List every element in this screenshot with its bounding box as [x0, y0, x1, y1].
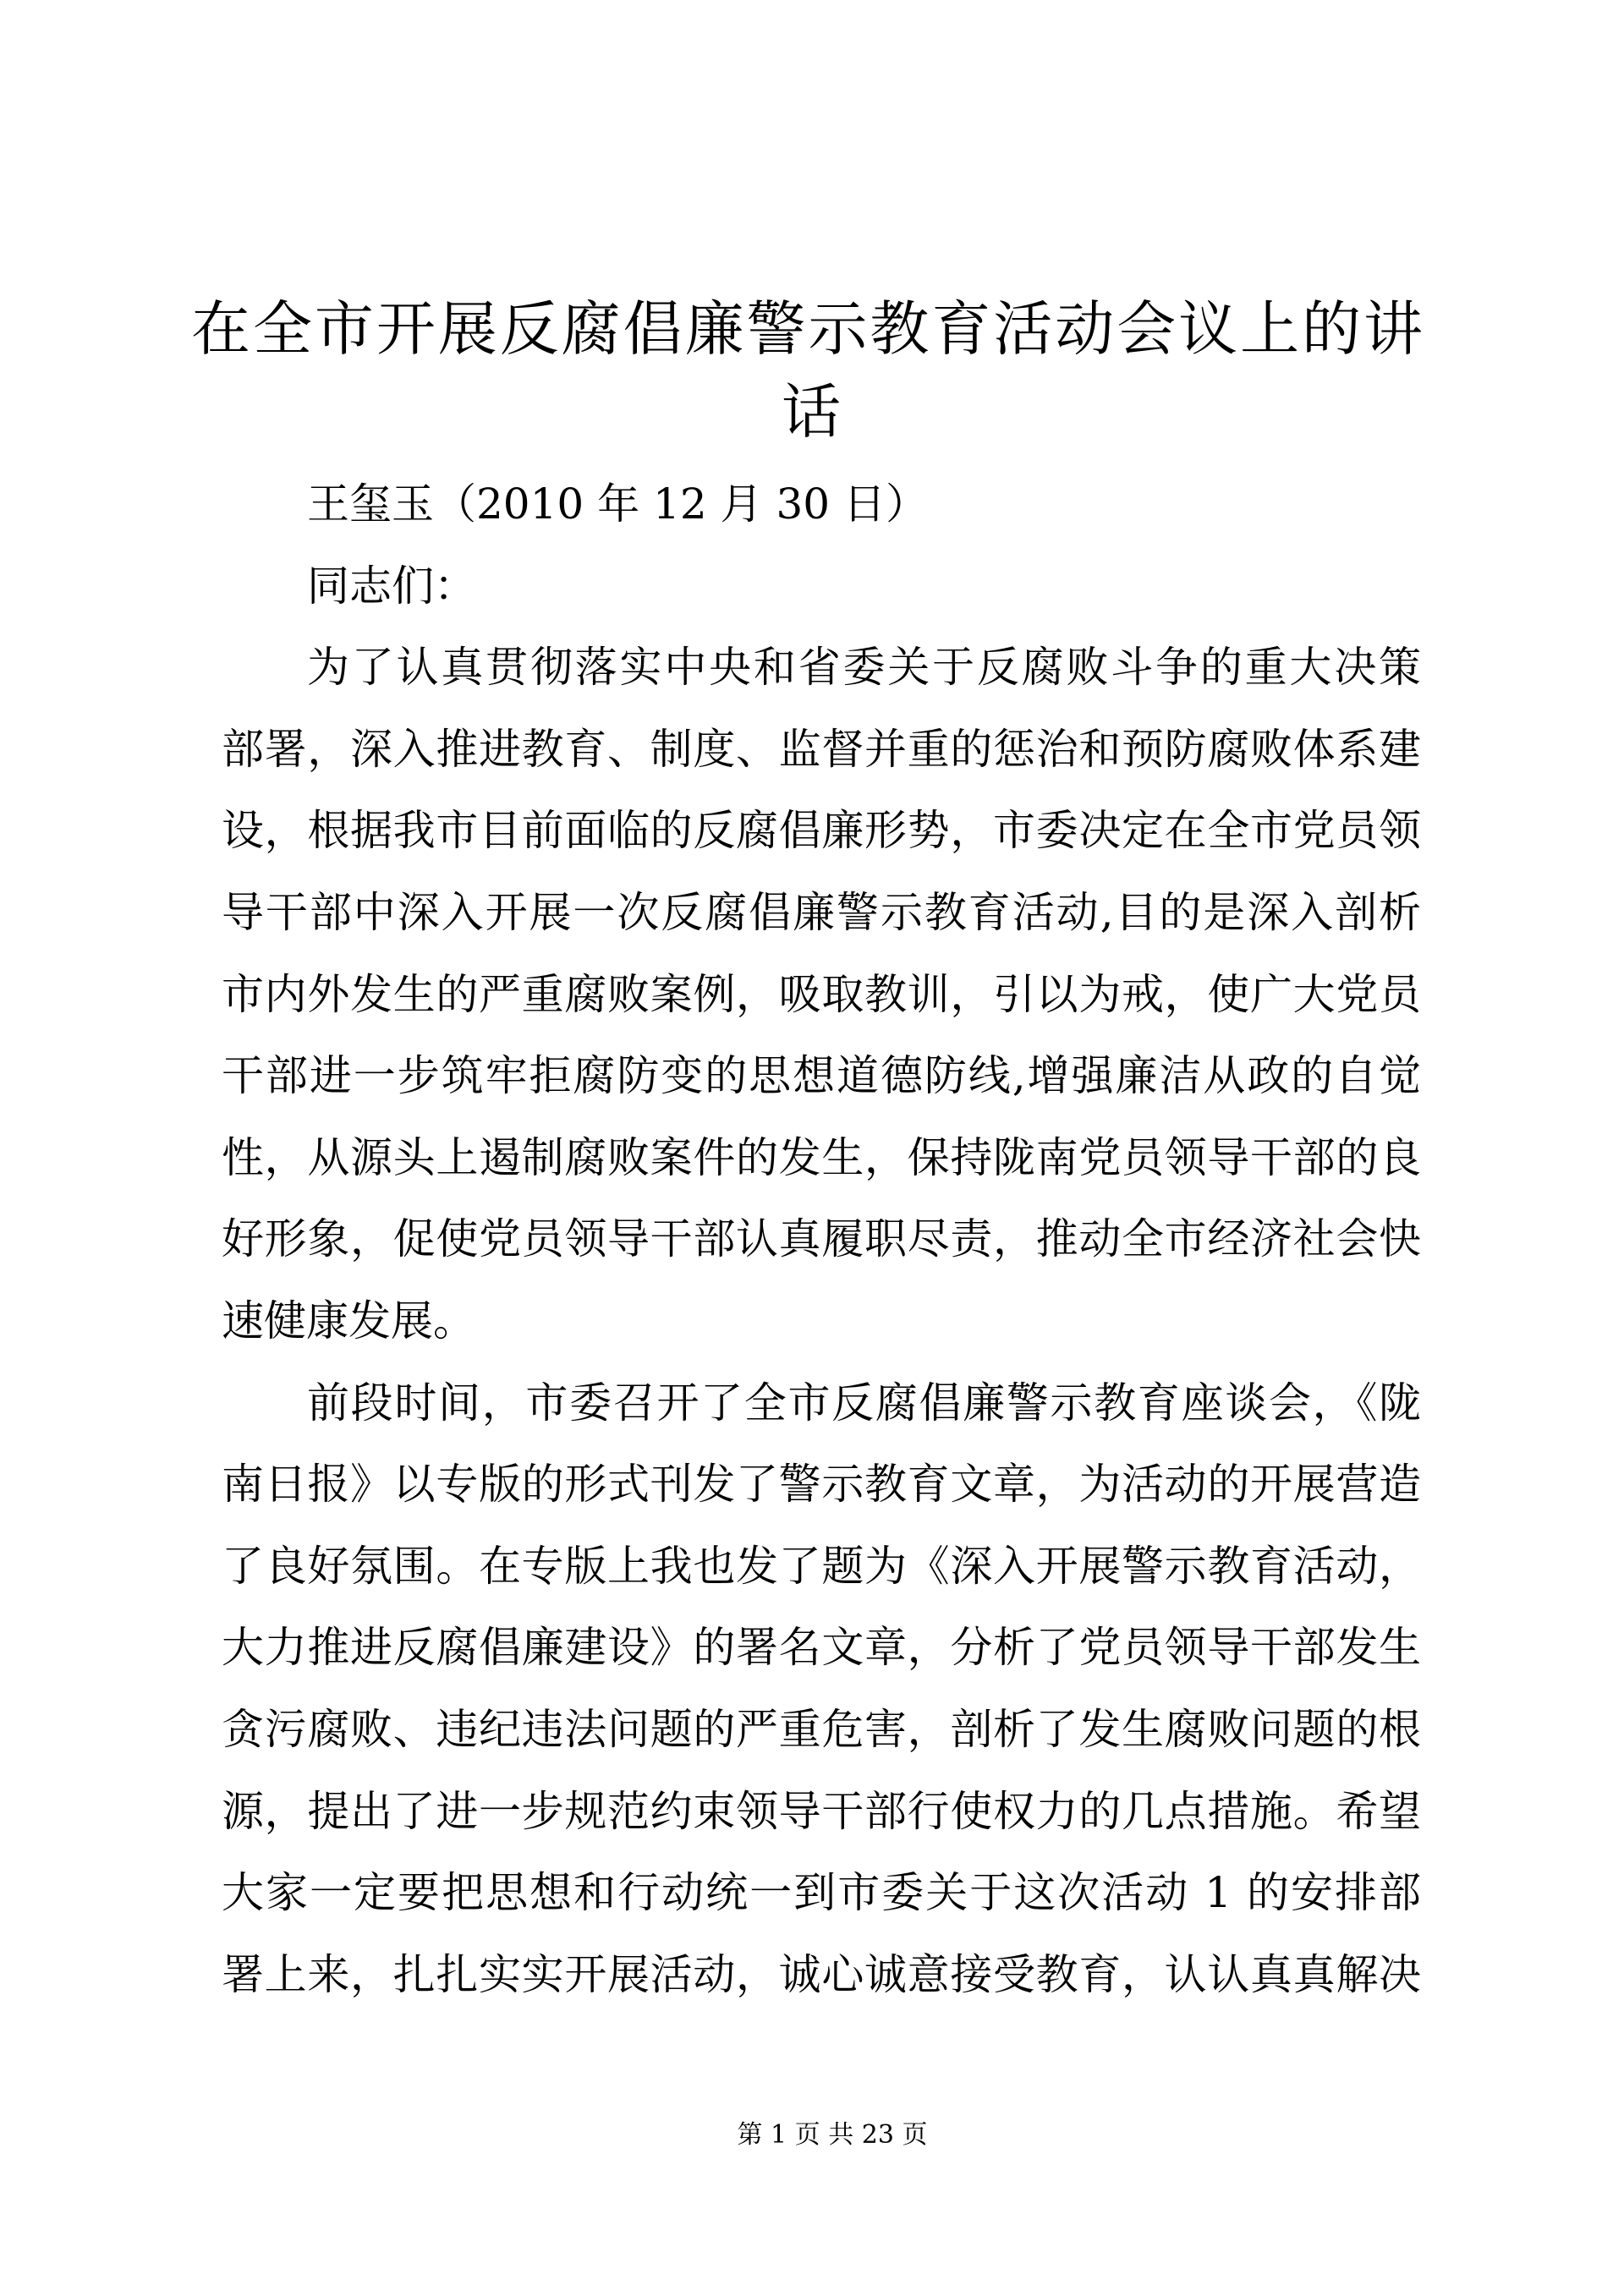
paragraph-line: 为了认真贯彻落实中央和省委关于反腐败斗争的重大决策: [307, 643, 1421, 693]
salutation: 同志们：: [307, 561, 476, 611]
paragraph-line: 导干部中深入开展一次反腐倡廉警示教育活动,目的是深入剖析: [222, 887, 1421, 937]
paragraph-line: 大力推进反腐倡廉建设》的署名文章，分析了党员领导干部发生: [222, 1623, 1421, 1673]
paragraph-line: 干部进一步筑牢拒腐防变的思想道德防线,增强廉洁从政的自觉: [222, 1051, 1421, 1101]
paragraph-line: 性，从源头上遏制腐败案件的发生，保持陇南党员领导干部的良: [222, 1132, 1421, 1182]
paragraph-line: 大家一定要把思想和行动统一到市委关于这次活动 1 的安排部: [222, 1868, 1421, 1918]
paragraph-line: 市内外发生的严重腐败案例，吸取教训，引以为戒，使广大党员: [222, 969, 1421, 1019]
paragraph-line: 好形象，促使党员领导干部认真履职尽责，推动全市经济社会快: [222, 1214, 1421, 1264]
title-line-1: 在全市开展反腐倡廉警示教育活动会议上的讲: [191, 294, 1423, 364]
page-footer: [0, 2118, 1624, 2152]
paragraph-line: 了良好氛围。在专版上我也发了题为《深入开展警示教育活动，: [222, 1541, 1421, 1591]
paragraph-2: [222, 1362, 1421, 2016]
document-body: [222, 463, 1421, 2015]
paragraph-1: [222, 627, 1421, 1362]
paragraph-line: 源，提出了进一步规范约束领导干部行使权力的几点措施。希望: [222, 1786, 1421, 1836]
paragraph-line: 署上来，扎扎实实开展活动，诚心诚意接受教育，认认真真解决: [222, 1949, 1421, 1999]
paragraph-line: 速健康发展。: [222, 1296, 475, 1345]
paragraph-line: 前段时间，市委召开了全市反腐倡廉警示教育座谈会，《陇: [307, 1378, 1421, 1427]
paragraph-line: 南日报》以专版的形式刊发了警示教育文章，为活动的开展营造: [222, 1460, 1421, 1510]
document-title: [191, 288, 1423, 453]
page-number-label: 第 1 页 共 23 页: [737, 2120, 928, 2150]
title-line-2: 话: [782, 377, 841, 447]
paragraph-line: 部署，深入推进教育、制度、监督并重的惩治和预防腐败体系建: [222, 724, 1421, 774]
paragraph-line: 设，根据我市目前面临的反腐倡廉形势，市委决定在全市党员领: [222, 806, 1421, 856]
author-date-line: 王玺玉（2010 年 12 月 30 日）: [307, 479, 928, 529]
paragraph-line: 贪污腐败、违纪违法问题的严重危害，剖析了发生腐败问题的根: [222, 1704, 1421, 1754]
